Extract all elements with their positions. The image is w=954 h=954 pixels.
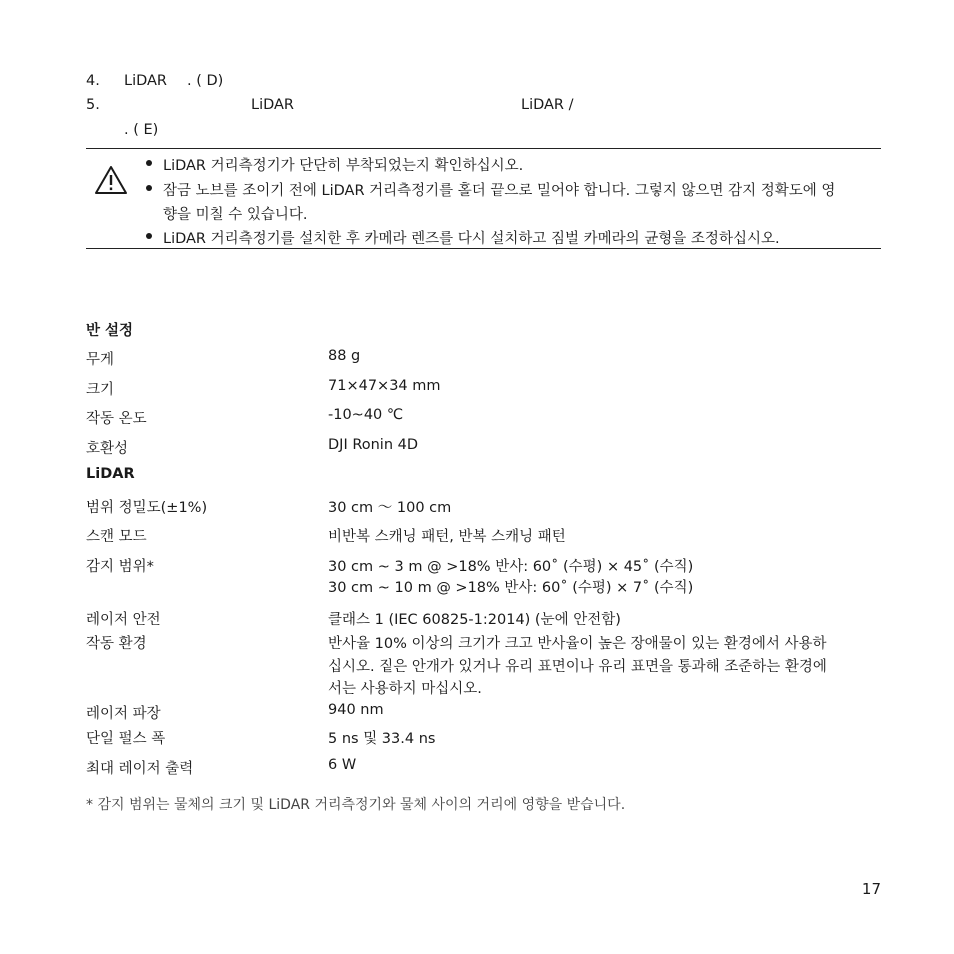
- warning-triangle-icon: [94, 165, 128, 199]
- caution-bullet-1: LiDAR 거리측정기가 단단히 부착되었는지 확인하십시오.: [163, 158, 524, 174]
- spec-label-max-output: 최대 레이저 출력: [86, 761, 194, 777]
- caution-bullet-2-cont: 향을 미칠 수 있습니다.: [163, 207, 308, 223]
- spec-value-compat: DJI Ronin 4D: [328, 437, 419, 453]
- spec-label-laser-safety: 레이저 안전: [86, 612, 161, 628]
- spec-value-pulse-width: 5 ns 및 33.4 ns: [328, 731, 436, 747]
- caution-bottom-rule: [86, 248, 881, 249]
- spec-value-environment-2: 십시오. 짙은 안개가 있거나 유리 표면이나 유리 표면을 통과해 조준하는 환경에: [328, 659, 827, 675]
- step-5-lidar-2: LiDAR /: [521, 97, 574, 113]
- spec-value-wavelength: 940 nm: [328, 702, 384, 718]
- caution-top-rule: [86, 148, 881, 149]
- general-heading: 반 설정: [86, 323, 134, 339]
- step-5-ref: . ( E): [124, 122, 159, 138]
- bullet-dot: [146, 160, 152, 166]
- spec-value-max-output: 6 W: [328, 757, 357, 773]
- spec-value-environment-1: 반사율 10% 이상의 크기가 크고 반사율이 높은 장애물이 있는 환경에서 사용하: [328, 636, 827, 652]
- step-5-lidar: LiDAR: [251, 97, 295, 113]
- footnote: * 감지 범위는 물체의 크기 및 LiDAR 거리측정기와 물체 사이의 거리에 영향을 받습니다.: [86, 797, 626, 813]
- spec-label-compat: 호환성: [86, 441, 129, 457]
- spec-value-temp: -10~40 ℃: [328, 407, 404, 423]
- spec-value-environment-3: 서는 사용하지 마십시오.: [328, 681, 482, 697]
- spec-label-pulse-width: 단일 펄스 폭: [86, 731, 166, 747]
- step-4-ref: . ( D): [187, 73, 224, 89]
- spec-label-scan-mode: 스캔 모드: [86, 529, 147, 545]
- spec-label-size: 크기: [86, 382, 115, 398]
- spec-label-wavelength: 레이저 파장: [86, 706, 161, 722]
- step-number: 4.: [86, 73, 100, 89]
- step-4-lidar: LiDAR: [124, 73, 168, 89]
- bullet-dot: [146, 185, 152, 191]
- page-number: 17: [861, 880, 881, 898]
- spec-value-laser-safety: 클래스 1 (IEC 60825-1:2014) (눈에 안전함): [328, 612, 621, 628]
- caution-bullet-3: LiDAR 거리측정기를 설치한 후 카메라 렌즈를 다시 설치하고 짐벌 카메라의 균형을 조정하십시오.: [163, 231, 780, 247]
- spec-label-environment: 작동 환경: [86, 636, 147, 652]
- spec-label-accuracy: 범위 정밀도(±1%): [86, 500, 208, 516]
- spec-value-weight: 88 g: [328, 348, 361, 364]
- bullet-dot: [146, 233, 152, 239]
- spec-value-scan-mode: 비반복 스캐닝 패턴, 반복 스캐닝 패턴: [328, 529, 566, 545]
- spec-value-range-1: 30 cm ~ 3 m @ >18% 반사: 60˚ (수평) × 45˚ (수직): [328, 559, 694, 575]
- spec-value-accuracy: 30 cm ～ 100 cm: [328, 500, 452, 516]
- step-4: [86, 73, 100, 89]
- lidar-heading: LiDAR: [86, 466, 135, 482]
- spec-value-range-2: 30 cm ~ 10 m @ >18% 반사: 60˚ (수평) × 7˚ (수직): [328, 580, 694, 596]
- spec-label-temp: 작동 온도: [86, 411, 147, 427]
- spec-value-size: 71×47×34 mm: [328, 378, 441, 394]
- spec-label-weight: 무게: [86, 352, 115, 368]
- caution-bullet-2: 잠금 노브를 조이기 전에 LiDAR 거리측정기를 홀더 끝으로 밀어야 합니다. 그렇지 않으면 감지 정확도에 영: [163, 183, 836, 199]
- spec-label-range: 감지 범위*: [86, 559, 154, 575]
- step-5-number: 5.: [86, 97, 100, 113]
